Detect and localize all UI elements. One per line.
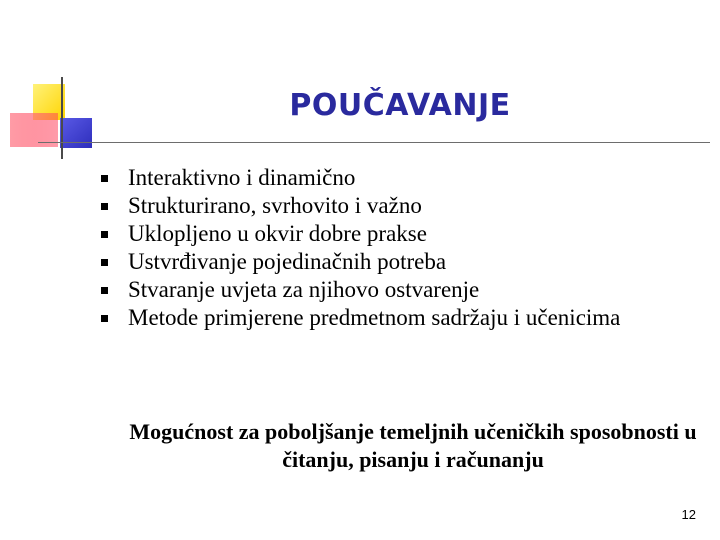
bullet-text: Ustvrđivanje pojedinačnih potreba [128, 249, 447, 274]
emphasis-text: Mogućnost za poboljšanje temeljnih učeničkih sposobnosti u čitanju, pisanju i računanju [129, 419, 697, 472]
bullet-text: Interaktivno i dinamično [128, 165, 356, 190]
bullet-text: Stvaranje uvjeta za njihovo ostvarenje [128, 277, 480, 302]
deco-blue-square [60, 118, 92, 148]
square-bullet-icon [101, 203, 108, 210]
square-bullet-icon [101, 231, 108, 238]
square-bullet-icon [101, 175, 108, 182]
bullet-item [100, 220, 700, 248]
bullet-text: Strukturirano, svrhovito i važno [128, 193, 422, 218]
bullet-text: Metode primjerene predmetnom sadržaju i učenicima [128, 305, 621, 330]
bullet-item [100, 192, 700, 220]
bullet-list [100, 164, 700, 332]
decorative-squares-logo [0, 0, 110, 170]
slide-title: POUČAVANJE [289, 88, 511, 123]
bullet-item [100, 276, 700, 304]
square-bullet-icon [101, 259, 108, 266]
page-number: 12 [681, 507, 696, 522]
square-bullet-icon [101, 287, 108, 294]
title-divider [38, 142, 710, 143]
square-bullet-icon [101, 315, 108, 322]
bullet-item [100, 304, 700, 332]
bullet-text: Uklopljeno u okvir dobre prakse [128, 221, 427, 246]
bullet-item [100, 164, 700, 192]
bullet-item [100, 248, 700, 276]
